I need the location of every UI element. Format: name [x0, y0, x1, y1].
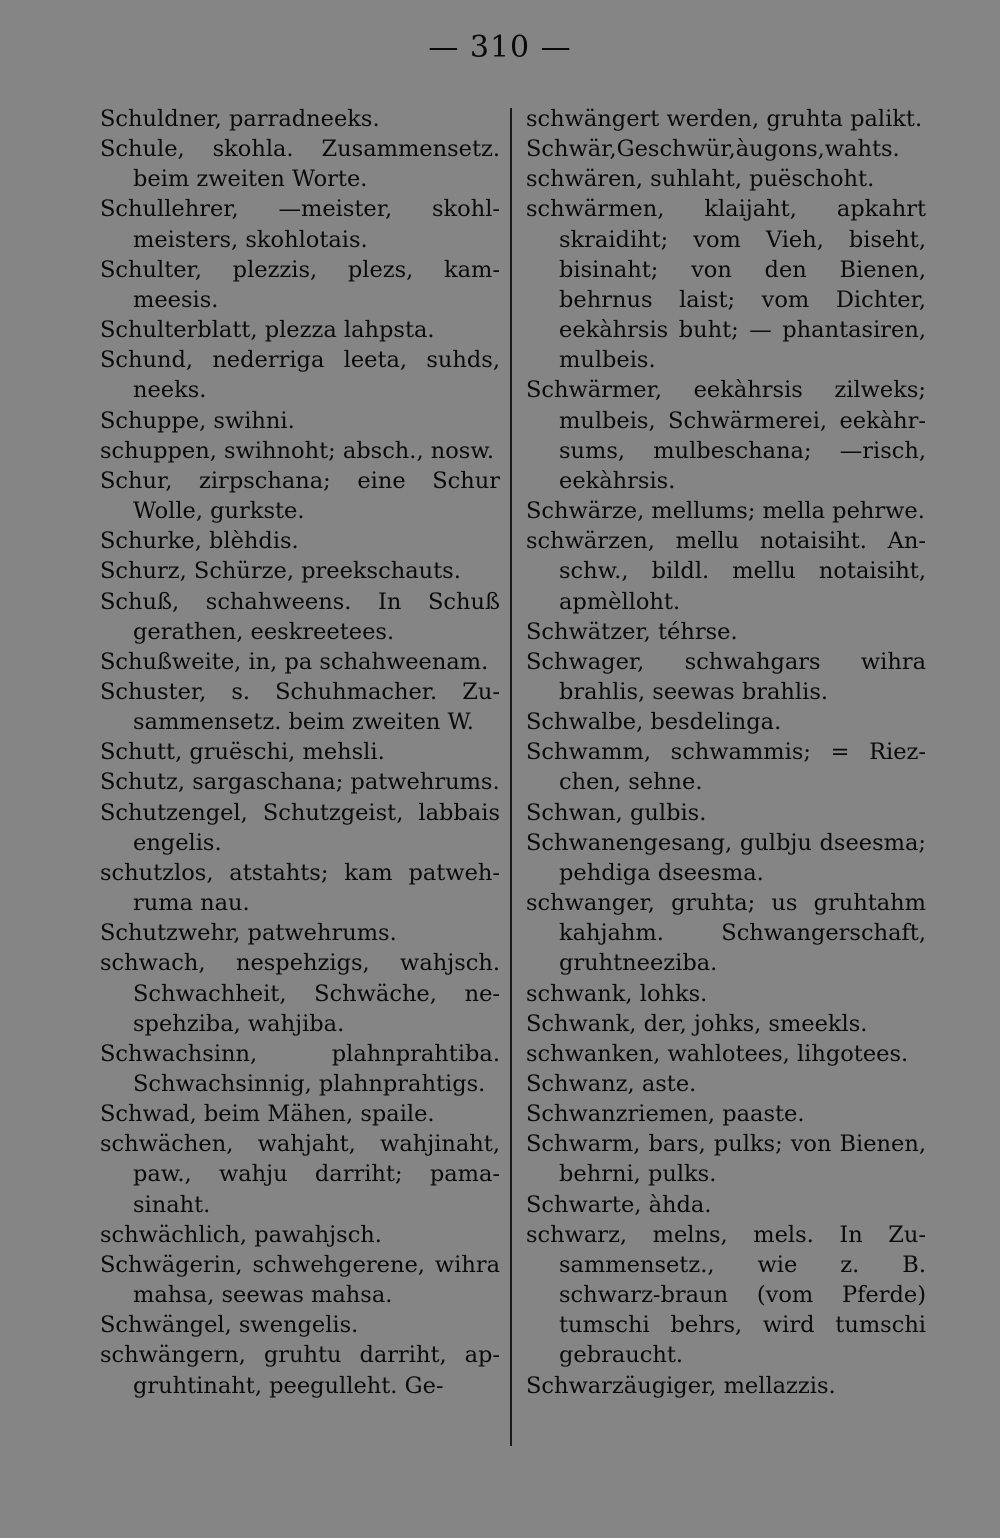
dictionary-entry: schwanger, gruhta; us gruhtahm kahjahm. Schwangerschaft, gruhtneeziba.: [526, 890, 926, 977]
dictionary-entry: Schwank, der, johks, smeekls.: [526, 1010, 868, 1037]
dictionary-entry: Schwachsinn, plahnprahtiba. Schwachsinnig, plahnprahtigs.: [100, 1040, 500, 1097]
left-column: [100, 104, 500, 1401]
dictionary-entry: schwank, lohks.: [526, 980, 708, 1007]
dictionary-entry: Schwarte, àhda.: [526, 1191, 712, 1218]
dictionary-entry: Schuß, schahweens. In Schuß gerathen, eeskreetees.: [100, 588, 500, 645]
dictionary-entry: Schurke, blèhdis.: [100, 528, 299, 555]
dictionary-entry: Schwad, beim Mähen, spaile.: [100, 1101, 435, 1128]
dictionary-entry: schwängern, gruhtu darriht, ap-gruhtinaht, peegulleht. Ge-: [100, 1342, 500, 1399]
right-column: [526, 104, 926, 1401]
dictionary-entry: Schund, nederriga leeta, suhds, neeks.: [100, 347, 500, 404]
dictionary-entry: schwären, suhlaht, puëschoht.: [526, 166, 875, 193]
dictionary-entry: schwach, nespehzigs, wahjsch. Schwachheit, Schwäche, ne-spehziba, wahjiba.: [100, 950, 500, 1037]
dictionary-entry: schwärmen, klaijaht, apkahrt skraidiht; vom Vieh, biseht, bisinaht; von den Bienen, behrnus laist; vom Dichter, eekàhrsis buht; — phantasiren, mulbeis.: [526, 196, 926, 374]
dictionary-entry: Schwätzer, téhrse.: [526, 618, 738, 645]
page-number: — 310 —: [428, 30, 572, 65]
dictionary-entry: Schutz, sargaschana; patwehrums.: [100, 769, 500, 796]
dictionary-entry: schwärzen, mellu notaisiht. An-schw., bildl. mellu notaisiht, apmèlloht.: [526, 528, 926, 615]
column-divider: [510, 108, 512, 1446]
dictionary-entry: Schutt, gruëschi, mehsli.: [100, 739, 385, 766]
dictionary-entry: Schwarzäugiger, mellazzis.: [526, 1372, 836, 1399]
dictionary-entry: Schwanz, aste.: [526, 1071, 697, 1097]
dictionary-entry: Schwalbe, besdelinga.: [526, 709, 782, 736]
dictionary-entry: Schutzwehr, patwehrums.: [100, 920, 397, 947]
dictionary-entry: Schule, skohla. Zusammensetz. beim zweiten Worte.: [100, 136, 500, 193]
dictionary-entry: Schulterblatt, plezza lahpsta.: [100, 317, 435, 344]
dictionary-entry: Schurz, Schürze, preekschauts.: [100, 558, 461, 585]
dictionary-entry: Schwägerin, schwehgerene, wihra mahsa, seewas mahsa.: [100, 1251, 500, 1309]
dictionary-entry: Schwärze, mellums; mella pehrwe.: [526, 498, 925, 525]
dictionary-entry: schwächlich, pawahjsch.: [100, 1221, 382, 1248]
dictionary-entry: Schwanzriemen, paaste.: [526, 1101, 805, 1128]
dictionary-entry: Schußweite, in, pa schahweenam.: [100, 648, 489, 675]
dictionary-entry: Schwan, gulbis.: [526, 799, 707, 826]
dictionary-entry: Schwarm, bars, pulks; von Bienen, behrni, pulks.: [526, 1131, 926, 1188]
dictionary-entry: Schuppe, swihni.: [100, 407, 295, 434]
dictionary-entry: Schur, zirpschana; eine Schur Wolle, gurkste.: [100, 467, 500, 525]
dictionary-entry: schutzlos, atstahts; kam patweh-ruma nau.: [100, 859, 500, 917]
dictionary-entry: schwarz, melns, mels. In Zu-sammensetz., wie z. B. schwarz-braun (vom Pferde) tumschi behrs, wird tumschi gebraucht.: [526, 1221, 926, 1369]
dictionary-entry: Schwager, schwahgars wihra brahlis, seewas brahlis.: [526, 648, 926, 705]
dictionary-entry: schuppen, swihnoht; absch., nosw.: [100, 437, 495, 464]
dictionary-entry: Schwängel, swengelis.: [100, 1312, 359, 1339]
dictionary-entry: Schullehrer, —meister, skohl-meisters, skohlotais.: [100, 196, 500, 253]
dictionary-entry: Schwanengesang, gulbju dseesma; pehdiga dseesma.: [526, 829, 926, 886]
dictionary-entry: schwächen, wahjaht, wahjinaht, paw., wahju darriht; pama-sinaht.: [100, 1131, 500, 1218]
dictionary-entry: schwängert werden, gruhta palikt.: [526, 106, 923, 132]
dictionary-entry: Schulter, plezzis, plezs, kam-meesis.: [100, 256, 500, 313]
dictionary-entry: schwanken, wahlotees, lihgotees.: [526, 1040, 909, 1067]
dictionary-entry: Schwär,Geschwür,àugons,wahts.: [526, 136, 900, 163]
dictionary-entry: Schwamm, schwammis; = Riez-chen, sehne.: [526, 739, 926, 796]
dictionary-entry: Schutzengel, Schutzgeist, labbais engelis.: [100, 799, 500, 856]
dictionary-entry: Schwärmer, eekàhrsis zilweks; mulbeis, Schwärmerei, eekàhr-sums, mulbeschana; —risch, eekàhrsis.: [526, 377, 926, 494]
dictionary-entry: Schuldner, parradneeks.: [100, 106, 380, 132]
dictionary-entry: Schuster, s. Schuhmacher. Zu-sammensetz. beim zweiten W.: [100, 678, 500, 736]
